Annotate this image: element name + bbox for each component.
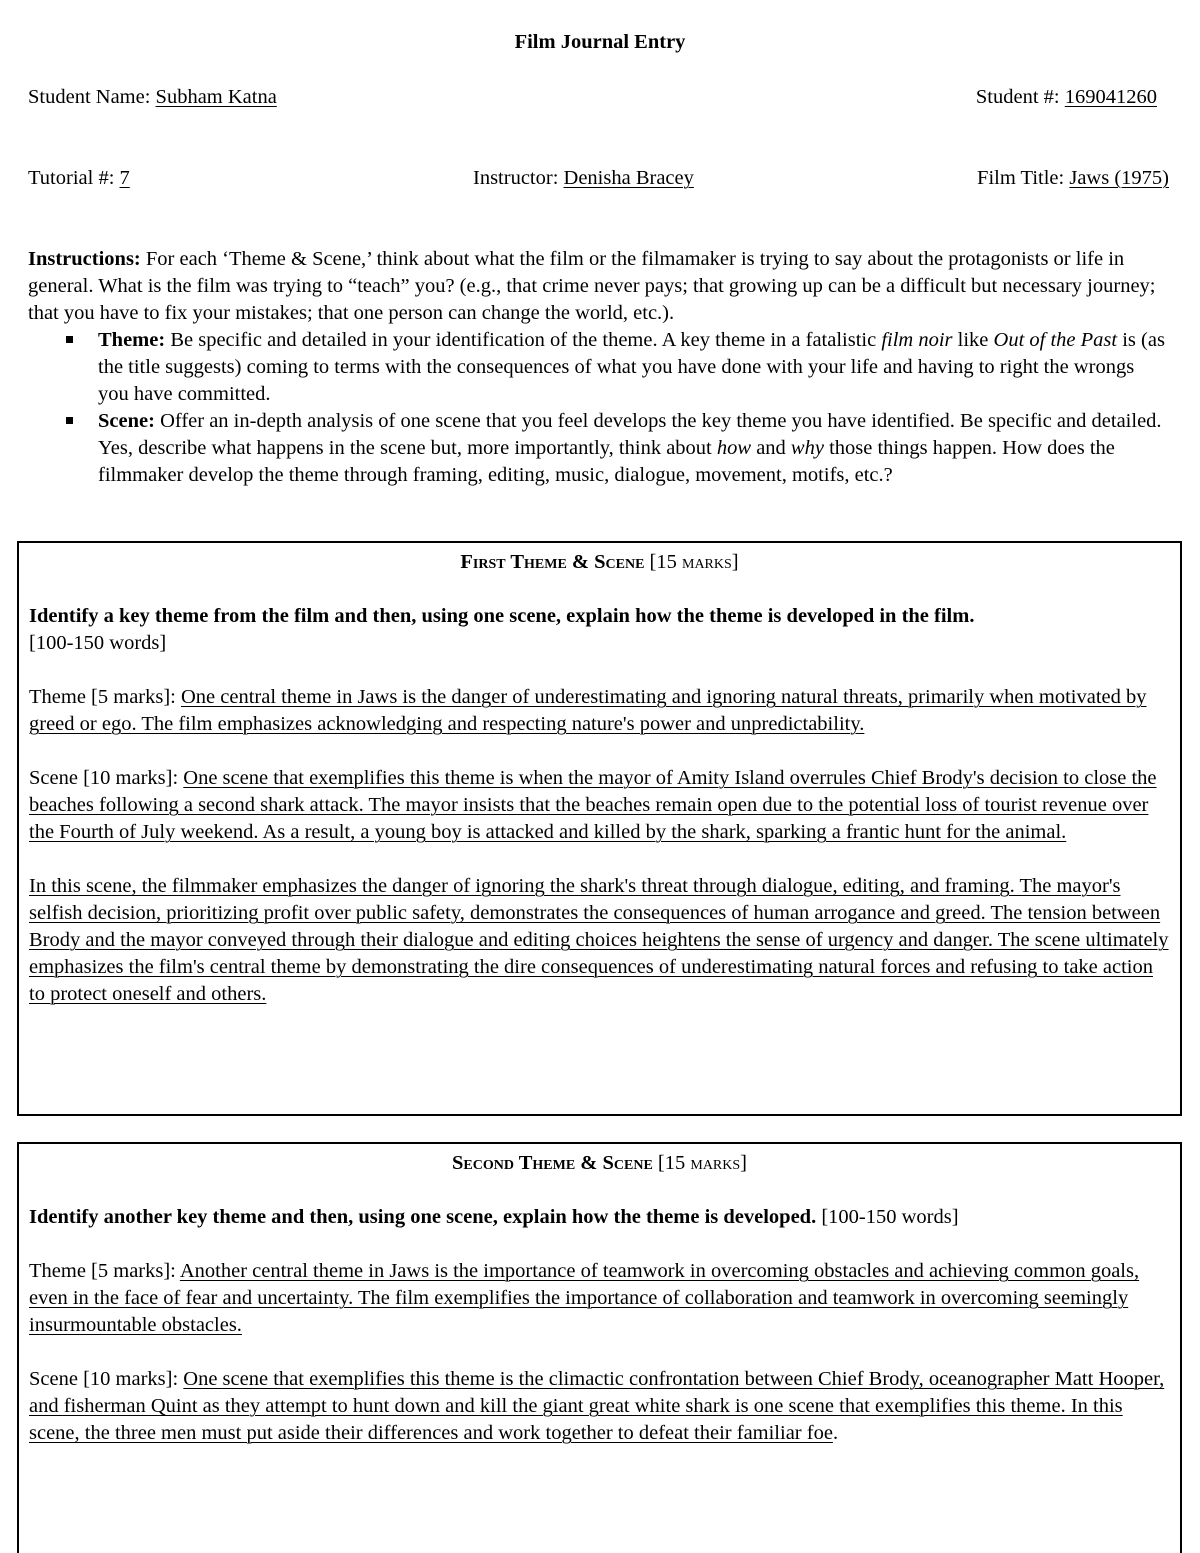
second-section-prompt xyxy=(29,1204,1174,1231)
instructor xyxy=(473,165,694,192)
scene-bullet-text: those things happen. How does the filmmaker develop the theme through framing, editing, music, dialogue, movement, motifs, etc.? xyxy=(98,437,1115,486)
instructions-text: For each ‘Theme & Scene,’ think about what the film or the filmamaker is trying to say about the protagonists or life in general. What is the film was trying to “teach” you? (e.g., that crime never pays; that growing up can be a difficult but necessary journey; that you have to fix your mistakes; that one person can change the world, etc.). xyxy=(28,248,1156,324)
first-section-prompt xyxy=(29,603,1174,657)
theme-bullet-label: Theme: xyxy=(98,329,166,351)
first-scene-text: One scene that exemplifies this theme is when the mayor of Amity Island overrules Chief Brody's decision to close the beaches following a second shark attack. The mayor insists that the beaches remain open due to the potential loss of tourist revenue over the Fourth of July weekend. As a result, a young boy is attacked and killed by the shark, sparking a frantic hunt for the animal. xyxy=(29,767,1157,843)
second-section-heading xyxy=(19,1150,1180,1177)
student-number xyxy=(976,84,1157,111)
second-scene-answer xyxy=(29,1366,1174,1447)
theme-bullet-text: Be specific and detailed in your identification of the theme. A key theme in a fatalistic xyxy=(165,329,882,351)
theme-bullet-italic: film noir xyxy=(881,329,953,351)
first-section-title: First Theme & Scene xyxy=(460,551,645,573)
tutorial-value: 7 xyxy=(119,167,130,189)
film-title-label: Film Title: xyxy=(977,167,1070,189)
theme-bullet-italic: Out of the Past xyxy=(993,329,1118,351)
first-prompt-word-count: [100-150 words] xyxy=(29,632,167,654)
instructions-bullet-list xyxy=(28,327,1168,489)
first-analysis-text: In this scene, the filmmaker emphasizes the danger of ignoring the shark's threat through dialogue, editing, and framing. The mayor's selfish decision, prioritizing profit over public safety, demonstrates the consequences of human arrogance and greed. The tension between Brody and the mayor conveyed through their dialogue and editing choices heightens the sense of urgency and danger. The scene ultimately emphasizes the film's central theme by demonstrating the dire consequences of underestimating natural forces and refusing to take action to protect oneself and others. xyxy=(29,875,1169,1005)
second-prompt-word-count: [100-150 words] xyxy=(816,1206,959,1228)
student-number-value: 169041260 xyxy=(1064,86,1157,108)
student-name-label: Student Name: xyxy=(28,86,156,108)
second-prompt-text: Identify another key theme and then, using one scene, explain how the theme is developed. xyxy=(29,1206,817,1228)
instructor-value: Denisha Bracey xyxy=(563,167,694,189)
second-section-title: Second Theme & Scene xyxy=(452,1152,653,1174)
first-scene-answer xyxy=(29,765,1174,846)
theme-bullet-text: is (as the title suggests) coming to terms with the consequences of what you have done with your life and having to right the wrongs you have committed. xyxy=(98,329,1165,405)
second-scene-period: . xyxy=(832,1422,839,1444)
first-theme-text: One central theme in Jaws is the danger of underestimating and ignoring natural threats, primarily when motivated by greed or ego. The film emphasizes acknowledging and respecting nature's power and unpredictability. xyxy=(29,686,1147,735)
scene-bullet-label: Scene: xyxy=(98,410,155,432)
square-bullet-icon xyxy=(66,417,73,424)
film-title-value: Jaws (1975) xyxy=(1069,167,1169,189)
tutorial xyxy=(28,165,130,192)
scene-bullet xyxy=(28,408,1168,489)
first-scene-analysis xyxy=(29,873,1174,1008)
second-theme-scene-box xyxy=(17,1142,1182,1553)
first-prompt-text: Identify a key theme from the film and then, using one scene, explain how the theme is developed in the film. xyxy=(29,605,975,627)
first-theme-answer xyxy=(29,684,1174,738)
second-theme-label: Theme [5 marks]: xyxy=(29,1260,180,1282)
scene-bullet-italic: how xyxy=(716,437,752,459)
first-theme-label: Theme [5 marks]: xyxy=(29,686,181,708)
second-scene-label: Scene [10 marks]: xyxy=(29,1368,184,1390)
first-section-marks: [15 marks] xyxy=(644,551,739,573)
instructions-label: Instructions: xyxy=(28,248,141,270)
first-theme-scene-box xyxy=(17,541,1182,1116)
scene-bullet-text: Offer an in-depth analysis of one scene that you feel develops the key theme you have identified. Be specific and detailed. Yes, describe what happens in the scene but, more importantly, think about xyxy=(98,410,1162,459)
first-scene-label: Scene [10 marks]: xyxy=(29,767,184,789)
scene-bullet-text: and xyxy=(751,437,791,459)
second-scene-text: One scene that exemplifies this theme is the climactic confrontation between Chief Brody, oceanographer Matt Hooper, and fisherman Quint as they attempt to hunt down and kill the giant great white shark is one scene that exemplifies this theme. In this scene, the three men must put aside their differences and work together to defeat their familiar foe xyxy=(29,1368,1165,1444)
first-section-heading xyxy=(19,549,1180,576)
instructor-label: Instructor: xyxy=(473,167,564,189)
document-title: Film Journal Entry xyxy=(514,31,686,53)
student-number-label: Student #: xyxy=(975,86,1065,108)
second-theme-text: Another central theme in Jaws is the importance of teamwork in overcoming obstacles and achieving common goals, even in the face of fear and uncertainty. The film exemplifies the importance of collaboration and teamwork in overcoming seemingly insurmountable obstacles. xyxy=(29,1260,1140,1336)
second-section-marks: [15 marks] xyxy=(652,1152,747,1174)
student-name-value: Subham Katna xyxy=(155,86,277,108)
second-theme-answer xyxy=(29,1258,1174,1339)
square-bullet-icon xyxy=(66,336,73,343)
instructions-paragraph xyxy=(28,246,1168,327)
student-name xyxy=(28,84,277,111)
film-title xyxy=(977,165,1169,192)
theme-bullet xyxy=(28,327,1168,408)
theme-bullet-text: like xyxy=(952,329,994,351)
tutorial-label: Tutorial #: xyxy=(28,167,120,189)
scene-bullet-italic: why xyxy=(790,437,824,459)
